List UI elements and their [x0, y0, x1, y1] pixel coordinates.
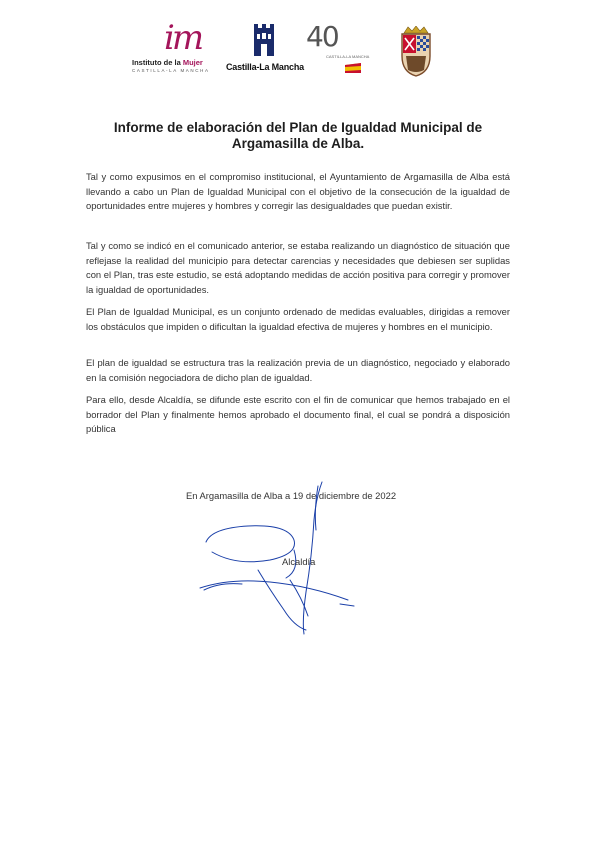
document-title [80, 120, 516, 152]
paragraph: Tal y como expusimos en el compromiso institucional, el Ayuntamiento de Argamasilla de Alba está llevando a cabo un Plan de Igualdad Municipal con el objetivo de la consecución de la igualdad de oportunidades entre mujeres y hombres y corregir las desigualdades que puedan existir. [86, 171, 510, 212]
document-title-line-2: Argamasilla de Alba. [231, 136, 365, 151]
anniversary-40-subtitle: CASTILLA-LA MANCHA [326, 54, 370, 59]
document-title-line-1: Informe de elaboración del Plan de Igualdad Municipal de [113, 120, 483, 135]
paragraph: El plan de igualdad se estructura tras la realización previa de un diagnóstico, negociado y elaborado en la comisión negociadora de dicho plan de igualdad. [86, 357, 510, 383]
castle-icon [250, 22, 278, 60]
instituto-mujer-logo [128, 18, 224, 78]
place-and-date: En Argamasilla de Alba a 19 de diciembre de 2022 [186, 490, 397, 501]
castilla-la-mancha-logo [226, 22, 302, 78]
anniversary-40-mark: 40 [306, 20, 338, 53]
municipal-coat-of-arms [396, 26, 436, 78]
castilla-la-mancha-name: Castilla-La Mancha [226, 62, 304, 72]
spain-flag-icon [344, 62, 362, 74]
paragraph: Para ello, desde Alcaldía, se difunde este escrito con el fin de comunicar que hemos trabajado en el borrador del Plan y finalmente hemos aprobado el documento final, el cual se pondrá a disposición pública [86, 394, 510, 435]
instituto-mujer-mark: im [164, 18, 202, 58]
coat-of-arms-icon [396, 26, 436, 78]
signatory-role: Alcaldía [282, 556, 316, 567]
paragraph: El Plan de Igualdad Municipal, es un conjunto ordenado de medidas evaluables, dirigidas a remover los obstáculos que impiden o dificultan la igualdad efectiva de mujeres y hombres en el municipio. [86, 306, 510, 332]
instituto-mujer-name: Instituto de la Mujer [132, 58, 203, 67]
instituto-mujer-subtitle: CASTILLA-LA MANCHA [132, 68, 210, 73]
anniversary-40-logo [306, 22, 382, 78]
paragraph: Tal y como se indicó en el comunicado anterior, se estaba realizando un diagnóstico de situación que reflejase la realidad del municipio para detectar carencias y necesidades que debiesen ser suplidas con el Plan, tras este estudio, se está adoptando medidas de acción positiva para corregir y promover la igualdad de oportunidades. [86, 240, 510, 295]
